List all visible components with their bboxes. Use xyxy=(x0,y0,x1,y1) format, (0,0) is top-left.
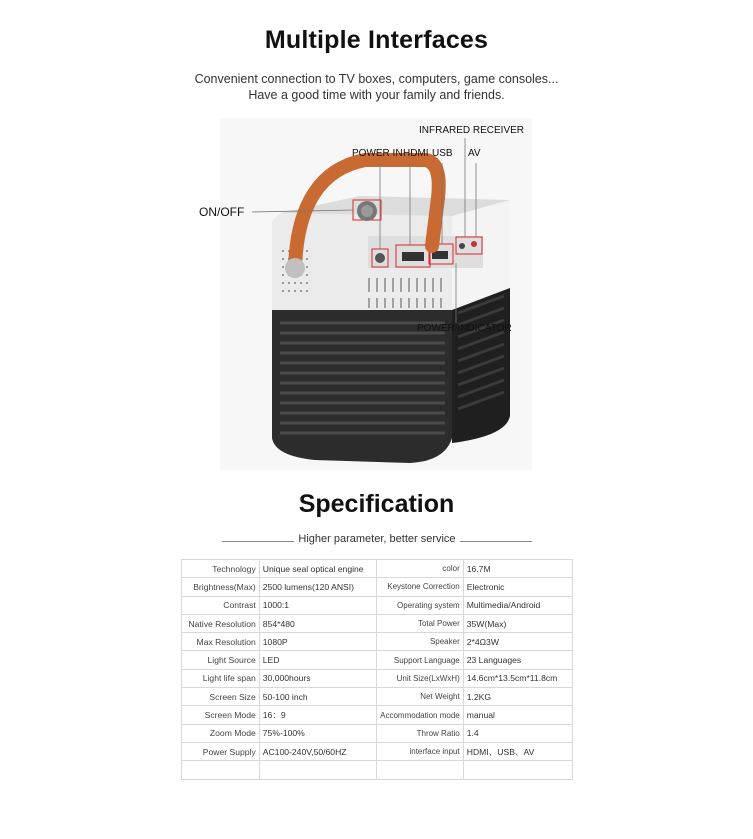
spec-table xyxy=(181,559,573,780)
spec-value: 16：9 xyxy=(259,706,376,724)
label-usb: USB xyxy=(432,148,453,159)
spec-label: Zoom Mode xyxy=(182,724,260,742)
section-title: Specification xyxy=(298,490,455,518)
spec-label xyxy=(377,761,464,779)
spec-value: manual xyxy=(463,706,572,724)
projector-illustration xyxy=(220,118,532,470)
spec-label: Net Weight xyxy=(377,688,464,706)
spec-label: Unit Size(LxWxH) xyxy=(377,669,464,687)
spec-label: Power Supply xyxy=(182,742,260,760)
spec-label: Throw Ratio xyxy=(377,724,464,742)
spec-row xyxy=(182,633,573,651)
spec-row xyxy=(182,596,573,614)
spec-label: color xyxy=(377,560,464,578)
spec-value: Multimedia/Android xyxy=(463,596,572,614)
spec-value xyxy=(259,761,376,779)
spec-value: 1.4 xyxy=(463,724,572,742)
spec-row xyxy=(182,614,573,632)
label-av: AV xyxy=(468,148,481,159)
spec-label: Max Resolution xyxy=(182,633,260,651)
product-photo xyxy=(220,118,532,470)
spec-value: 35W(Max) xyxy=(463,614,572,632)
spec-value: 1000:1 xyxy=(259,596,376,614)
spec-row xyxy=(182,706,573,724)
spec-value: HDMI、USB、AV xyxy=(463,742,572,760)
tagline xyxy=(222,533,532,549)
spec-label: interface input xyxy=(377,742,464,760)
spec-value xyxy=(463,761,572,779)
spec-label: Screen Size xyxy=(182,688,260,706)
spec-value: AC100-240V,50/60HZ xyxy=(259,742,376,760)
tagline-text: Higher parameter, better service xyxy=(294,533,459,545)
subtitle-line-1: Convenient connection to TV boxes, computers, game consoles... xyxy=(194,72,559,86)
label-on-off: ON/OFF xyxy=(199,205,245,219)
spec-label xyxy=(182,761,260,779)
spec-label: Accommodation mode xyxy=(377,706,464,724)
spec-label: Light Source xyxy=(182,651,260,669)
spec-label: Contrast xyxy=(182,596,260,614)
label-power-in: POWER IN xyxy=(352,148,403,159)
spec-row xyxy=(182,724,573,742)
spec-value: LED xyxy=(259,651,376,669)
spec-label: Technology xyxy=(182,560,260,578)
spec-label: Brightness(Max) xyxy=(182,578,260,596)
spec-label: Screen Mode xyxy=(182,706,260,724)
spec-row xyxy=(182,578,573,596)
spec-label: Operating system xyxy=(377,596,464,614)
page-title: Multiple Interfaces xyxy=(264,26,489,54)
spec-label: Keystone Correction xyxy=(377,578,464,596)
spec-label: Speaker xyxy=(377,633,464,651)
spec-row xyxy=(182,688,573,706)
spec-row xyxy=(182,742,573,760)
spec-value: 30,000hours xyxy=(259,669,376,687)
label-power-indicator: POWER INDICATOR xyxy=(417,323,512,334)
spec-value: 16.7M xyxy=(463,560,572,578)
spec-label: Native Resolution xyxy=(182,614,260,632)
spec-row xyxy=(182,761,573,779)
spec-value: Electronic xyxy=(463,578,572,596)
spec-value: 14.6cm*13.5cm*11.8cm xyxy=(463,669,572,687)
spec-value: 75%-100% xyxy=(259,724,376,742)
label-infrared-receiver: INFRARED RECEIVER xyxy=(419,125,525,136)
spec-value: 2*4Ω3W xyxy=(463,633,572,651)
spec-value: 1.2KG xyxy=(463,688,572,706)
spec-value: 2500 lumens(120 ANSI) xyxy=(259,578,376,596)
subtitle-line-2: Have a good time with your family and friends. xyxy=(248,88,505,102)
spec-row xyxy=(182,651,573,669)
label-hdmi: HDMI xyxy=(403,148,429,159)
spec-value: 23 Languages xyxy=(463,651,572,669)
spec-value: Unique seal optical engine xyxy=(259,560,376,578)
spec-label: Total Power xyxy=(377,614,464,632)
spec-row xyxy=(182,669,573,687)
spec-value: 1080P xyxy=(259,633,376,651)
spec-value: 854*480 xyxy=(259,614,376,632)
spec-value: 50-100 inch xyxy=(259,688,376,706)
spec-label: Light life span xyxy=(182,669,260,687)
spec-row xyxy=(182,560,573,578)
spec-label: Support Language xyxy=(377,651,464,669)
